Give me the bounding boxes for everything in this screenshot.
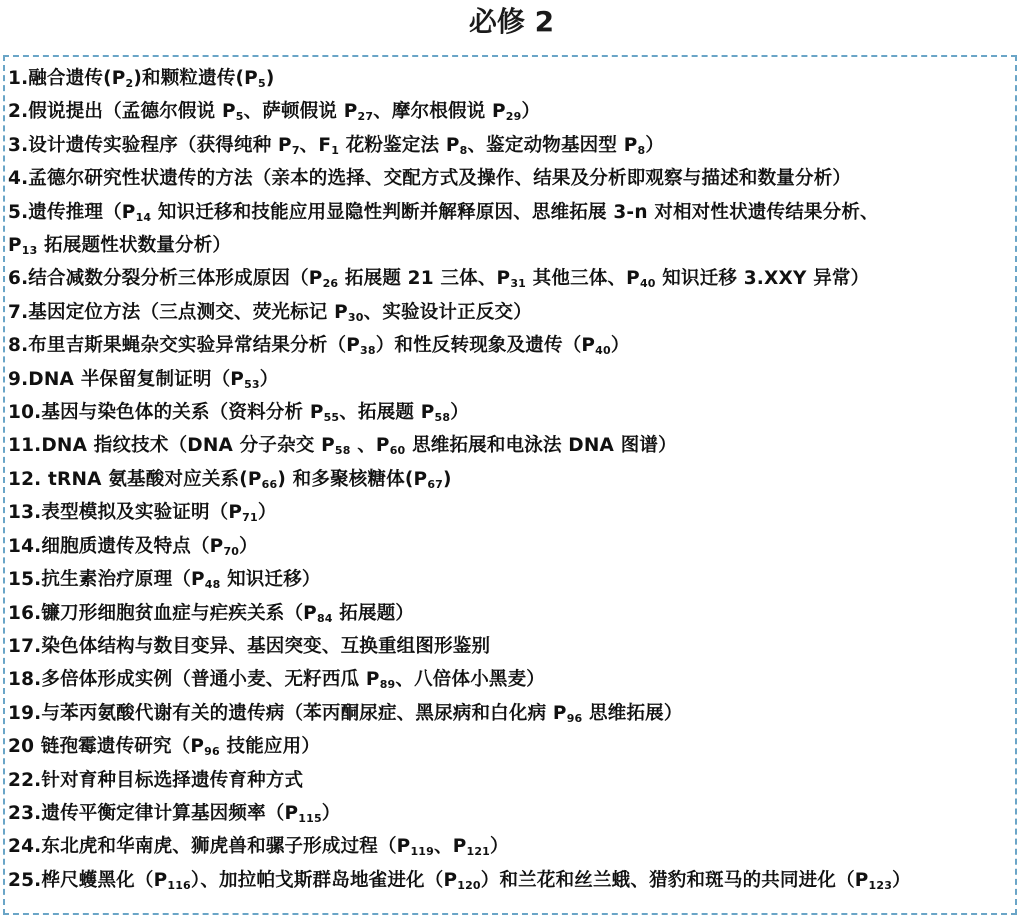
item-text: 25.桦尺蠖黑化（P — [8, 869, 168, 891]
page-subscript: 96 — [204, 745, 220, 759]
list-item — [8, 530, 1018, 563]
page-subscript: 121 — [466, 845, 491, 859]
item-text: 19.与苯丙氨酸代谢有关的遗传病（苯丙酮尿症、黑尿病和白化病 P — [8, 702, 567, 724]
item-text: 5.遗传推理（P — [8, 201, 136, 223]
item-text: ） — [239, 535, 258, 557]
item-text: 2.假说提出（孟德尔假说 P — [8, 101, 236, 123]
list-item — [8, 496, 1018, 529]
list-item — [8, 630, 1018, 663]
item-text: 知识迁移） — [220, 569, 321, 591]
item-text: 4.孟德尔研究性状遗传的方法（亲本的选择、交配方式及操作、结果及分析即观察与描述和数量分析） — [8, 168, 852, 190]
item-text: 拓展题 21 三体、P — [338, 268, 511, 290]
list-item — [8, 764, 1018, 797]
item-text: 知识迁移 3.XXY 异常） — [655, 268, 870, 290]
list-item — [8, 162, 1018, 195]
item-text: ）和兰花和丝兰蛾、猎豹和斑马的共同进化（P — [480, 869, 869, 891]
item-text: 拓展题） — [332, 602, 415, 624]
item-text: 3.设计遗传实验程序（获得纯种 P — [8, 134, 292, 156]
page-subscript: 8 — [637, 143, 646, 157]
item-text: 技能应用） — [219, 736, 321, 758]
list-item — [8, 363, 1018, 396]
page-subscript: 116 — [167, 878, 191, 892]
list-item — [8, 95, 1018, 128]
list-item — [8, 396, 1018, 429]
list-item — [8, 429, 1018, 462]
item-text: 20 链孢霉遗传研究（P — [8, 736, 205, 758]
item-text: 思维拓展和电泳法 DNA 图谱） — [405, 435, 677, 457]
item-text: 、F — [299, 134, 332, 156]
page-subscript: 8 — [459, 143, 468, 157]
page-subscript: 5 — [235, 110, 244, 124]
item-text: 10.基因与染色体的关系（资料分析 P — [8, 402, 324, 424]
item-text: 24.东北虎和华南虎、狮虎兽和骡子形成过程（P — [8, 836, 411, 858]
page-subscript: 84 — [316, 611, 333, 625]
page-subscript: 2 — [125, 77, 134, 90]
page-subscript: 38 — [359, 344, 376, 358]
page-subscript: 70 — [223, 544, 240, 558]
item-text: 9.DNA 半保留复制证明（P — [8, 368, 245, 390]
item-text: 8.布里吉斯果蝇杂交实验异常结果分析（P — [8, 335, 360, 357]
item-text: )和颗粒遗传(P — [133, 68, 258, 89]
item-text: 12. tRNA 氨基酸对应关系(P — [8, 468, 262, 490]
item-text: ） — [892, 869, 911, 891]
page-subscript: 31 — [510, 277, 527, 291]
item-text: 1.融合遗传(P — [8, 68, 126, 89]
item-text: ） — [645, 134, 665, 156]
page-subscript: 67 — [427, 477, 444, 491]
item-text: ） — [259, 368, 279, 390]
list-item — [8, 563, 1018, 596]
item-text: ） — [257, 502, 277, 524]
page-subscript: 96 — [566, 711, 583, 725]
item-text: 、P — [434, 836, 467, 858]
item-text: 花粉鉴定法 P — [339, 134, 460, 156]
list-item — [8, 329, 1018, 362]
page-subscript: 40 — [639, 277, 656, 291]
page-subscript: 120 — [457, 878, 481, 892]
list-item — [8, 463, 1018, 496]
page-subscript: 7 — [291, 143, 300, 157]
page-subscript: 13 — [21, 244, 38, 258]
topic-list — [8, 62, 1018, 897]
item-text: ) — [443, 468, 452, 490]
page-subscript: 89 — [379, 678, 396, 692]
item-text: ） — [490, 836, 509, 858]
item-text: 6.结合减数分裂分析三体形成原因（P — [8, 268, 323, 290]
item-text: 11.DNA 指纹技术（DNA 分子杂交 P — [8, 435, 335, 457]
item-text: ） — [321, 802, 341, 824]
list-item — [8, 229, 1018, 262]
list-item — [8, 262, 1018, 295]
item-text: ） — [521, 101, 541, 123]
page-subscript: 40 — [595, 344, 611, 358]
list-item — [8, 697, 1018, 730]
item-text: ) 和多聚核糖体(P — [277, 468, 428, 490]
page-subscript: 48 — [204, 578, 221, 592]
list-item — [8, 597, 1018, 630]
page-subscript: 55 — [323, 411, 340, 425]
item-text: 17.染色体结构与数目变异、基因突变、互换重组图形鉴别 — [8, 635, 491, 657]
item-text: 15.抗生素治疗原理（P — [8, 569, 205, 591]
page-subscript: 53 — [244, 377, 260, 391]
list-item — [8, 129, 1018, 162]
item-text: 14.细胞质遗传及特点（P — [8, 535, 224, 557]
item-text: 、鉴定动物基因型 P — [467, 134, 638, 156]
item-text: ) — [265, 68, 275, 89]
page-subscript: 71 — [242, 511, 258, 525]
list-item — [8, 864, 1018, 897]
page-subscript: 14 — [135, 210, 152, 224]
page-subscript: 123 — [868, 878, 893, 892]
item-text: ）和性反转现象及遗传（P — [375, 335, 596, 357]
item-text: ）、加拉帕戈斯群岛地雀进化（P — [190, 869, 458, 891]
item-text: ） — [450, 402, 469, 424]
item-text: 13.表型模拟及实验证明（P — [8, 502, 243, 524]
item-text: ） — [610, 335, 630, 357]
page-subscript: 26 — [322, 277, 339, 291]
page-subscript: 30 — [347, 310, 364, 324]
page-subscript: 29 — [505, 110, 522, 124]
page-subscript: 5 — [257, 77, 266, 90]
item-text: P — [8, 235, 22, 257]
item-text: 知识迁移和技能应用显隐性判断并解释原因、思维拓展 3-n 对相对性状遗传结果分析、 — [151, 201, 879, 223]
page-subscript: 119 — [410, 845, 434, 859]
page-subscript: 58 — [434, 411, 451, 425]
page-subscript: 60 — [389, 444, 406, 458]
list-item — [8, 296, 1018, 329]
item-text: 、萨顿假说 P — [243, 101, 358, 123]
item-text: 18.多倍体形成实例（普通小麦、无籽西瓜 P — [8, 669, 380, 691]
page-subscript: 66 — [261, 477, 278, 491]
item-text: 、拓展题 P — [339, 402, 435, 424]
page-subscript: 1 — [331, 143, 340, 157]
item-text: 思维拓展） — [582, 702, 683, 724]
item-text: 22.针对育种目标选择遗传育种方式 — [8, 769, 304, 791]
item-text: 7.基因定位方法（三点测交、荧光标记 P — [8, 301, 348, 323]
list-item — [8, 730, 1018, 763]
list-item — [8, 196, 1018, 229]
item-text: 、摩尔根假说 P — [373, 101, 506, 123]
item-text: 23.遗传平衡定律计算基因频率（P — [8, 802, 299, 824]
item-text: 、八倍体小黑麦） — [395, 669, 546, 691]
list-item — [8, 663, 1018, 696]
item-text: 拓展题性状数量分析） — [37, 235, 232, 257]
item-text: 、P — [350, 435, 390, 457]
list-item — [8, 797, 1018, 830]
page-subscript: 58 — [334, 444, 351, 458]
item-text: 16.镰刀形细胞贫血症与疟疾关系（P — [8, 602, 317, 624]
page-subscript: 115 — [298, 811, 322, 825]
item-text: 、实验设计正反交） — [363, 301, 532, 323]
list-item — [8, 62, 1018, 95]
page-title: 必修 2 — [468, 5, 555, 38]
item-text: 其他三体、P — [526, 268, 640, 290]
list-item — [8, 830, 1018, 863]
page-subscript: 27 — [357, 110, 374, 124]
